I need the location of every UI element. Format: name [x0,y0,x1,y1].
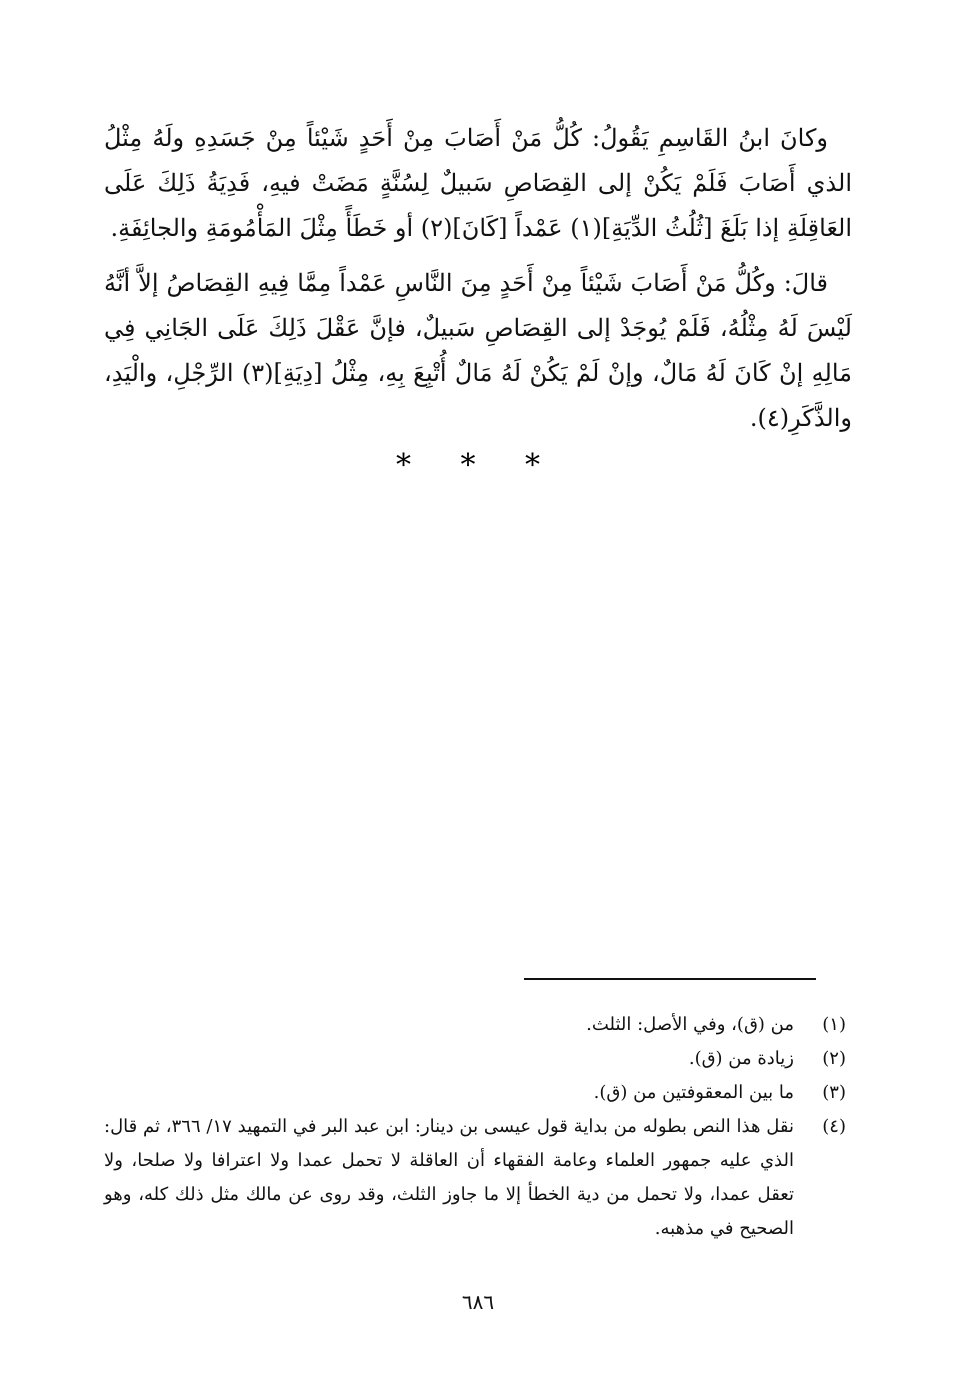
footnote-text: من (ق)، وفي الأصل: الثلث. [586,1014,794,1035]
footnote-number: (٢) [822,1048,846,1069]
footnote-3 [104,1076,854,1110]
main-text-block [104,116,852,451]
page-number: ٦٨٦ [461,1290,495,1314]
footnote-number: (٤) [822,1116,846,1137]
footnote-text: زيادة من (ق). [688,1048,794,1069]
footnote-1 [104,1008,854,1042]
footnote-divider [524,978,816,980]
footnote-number: (١) [822,1014,846,1035]
footnote-4 [104,1110,854,1246]
paragraph-1: وكانَ ابنُ القَاسِمِ يَقُولُ: كُلُّ مَنْ أَصَابَ مِنْ أَحَدٍ شَيْئاً مِنْ جَسَدِهِ ولَهُ مِثْلُ الذي أَصَابَ فَلَمْ يَكُنْ إلى القِصَاصِ سَبيلٌ لِسُنَّةٍ مَضَتْ فيهِ، فَدِيَةُ ذَلِكَ عَلَى العَاقِلَةِ إذا بَلَغَ [ثُلُثُ الدِّيَةِ](١) عَمْداً [كَانَ](٢) أو خَطَأً مِثْلَ المَأْمُومَةِ والجائِفَةِ. [104,124,852,242]
footnote-2 [104,1042,854,1076]
footnotes-list [104,1008,854,1246]
footnote-number: (٣) [822,1082,846,1103]
footnote-text: ما بين المعقوفتين من (ق). [593,1082,794,1103]
paragraph-2: قالَ: وكُلُّ مَنْ أَصَابَ شَيْئاً مِنْ أَحَدٍ مِنَ النَّاسِ عَمْداً مِمَّا فِيهِ القِصَاصُ إلاَّ أنَّهُ لَيْسَ لَهُ مِثْلُهُ، فَلَمْ يُوجَدْ إلى القِصَاصِ سَبيلٌ، فإنَّ عَقْلَ ذَلِكَ عَلَى الجَانِي فِي مَالِهِ إنْ كَانَ لَهُ مَالٌ، وإنْ لَمْ يَكُنْ لَهُ مَالٌ أُتْبِعَ بِهِ، مِثْلُ [دِيَةِ](٣) الرِّجْلِ، والْيَدِ، والذَّكَرِ(٤). [104,269,853,432]
section-separator: * * * [395,448,561,483]
footnote-text: نقل هذا النص بطوله من بداية قول عيسى بن دينار: ابن عبد البر في التمهيد ١٧/ ٣٦٦، ثم قال: الذي عليه جمهور العلماء وعامة الفقهاء أن العاقلة لا تحمل عمدا ولا اعترافا ولا صلحا، ولا تعقل عمدا، ولا تحمل من دية الخطأ إلا ما جاوز الثلث، وقد روى عن مالك مثل ذلك كله، وهو الصحيح في مذهبه. [104,1116,794,1239]
